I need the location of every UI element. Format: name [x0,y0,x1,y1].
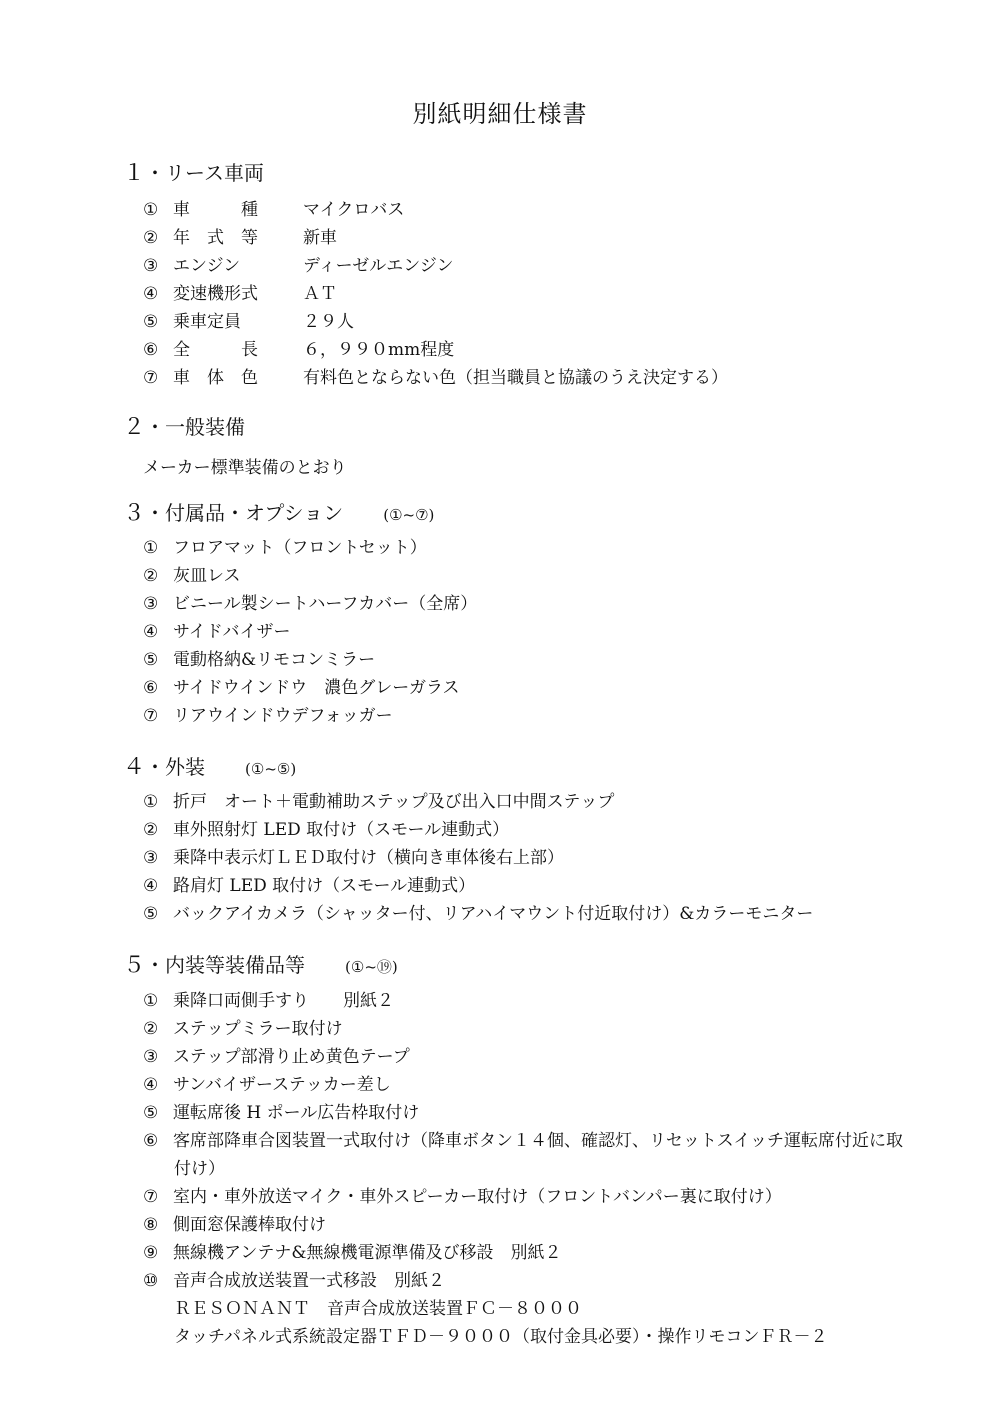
item-text: 客席部降車合図装置一式取付け（降車ボタン１４個、確認灯、リセットスイッチ運転席付近に取 [173,1131,903,1151]
item-marker: ④ [143,622,159,642]
item-text: 路肩灯 LED 取付け（スモール連動式） [173,876,476,896]
section-number: ３ [123,501,146,526]
section-title: ・内装等装備品等 [145,953,306,977]
item-range: (①~⑦) [383,506,435,524]
item-marker: ③ [143,848,159,868]
item-marker: ② [143,820,159,840]
item-text: サイドウインドウ 濃色グレーガラス [173,678,460,698]
spec-value: マイクロバス [303,200,405,220]
list-item [143,819,509,841]
item-marker: ① [143,538,159,558]
item-marker: ① [143,991,159,1011]
section-title: ・リース車両 [145,161,265,185]
list-item [143,537,427,559]
spec-value: ６，９９０mm程度 [303,340,455,360]
list-item [143,1270,445,1292]
item-marker: ③ [143,594,159,614]
item-marker: ⑥ [143,340,159,360]
list-item [143,1102,419,1124]
section-title: ・一般装備 [145,415,246,439]
list-item [143,990,394,1012]
section-text: メーカー標準装備のとおり [143,458,347,478]
spec-value: ２９人 [303,312,354,332]
list-item [143,649,375,671]
spec-label: 車 種 [173,200,258,220]
spec-label: 全 長 [173,340,258,360]
spec-label: エンジン [173,256,241,276]
spec-row [143,283,337,305]
section-heading-1 [123,156,264,187]
item-text: 乗降口両側手すり 別紙２ [173,991,394,1011]
section-number: ５ [123,953,146,978]
spec-row [143,339,454,361]
item-marker: ① [143,792,159,812]
spec-label: 車 体 色 [173,368,258,388]
section-title: ・付属品・オプション [145,501,344,525]
item-text: 音声合成放送装置一式移設 別紙２ [173,1271,445,1291]
section-heading-2 [123,410,245,441]
item-marker: ⑤ [143,1103,159,1123]
item-marker: ⑥ [143,1131,159,1151]
item-marker: ⑤ [143,904,159,924]
item-text: サイドバイザー [173,622,291,642]
section-heading-4 [123,750,296,781]
item-text: 電動格納&リモコンミラー [173,650,376,670]
section-title: ・外装 [145,755,206,779]
section-number: ２ [123,415,146,440]
list-item [143,1242,561,1264]
item-text: 無線機アンテナ&無線機電源準備及び移設 別紙２ [173,1243,562,1263]
item-marker: ④ [143,284,159,304]
item-marker: ⑤ [143,650,159,670]
item-text: ステップ部滑り止め黄色テープ [173,1047,410,1067]
item-text: ビニール製シートハーフカバー（全席） [173,594,478,614]
list-item [143,1046,410,1068]
spec-row [143,311,354,333]
item-text: リアウインドウデフォッガー [173,706,393,726]
spec-row [143,199,404,221]
list-item [143,847,564,869]
item-text: フロアマット（フロントセット） [173,538,427,558]
list-item [143,565,241,587]
list-item [143,1018,343,1040]
spec-row [143,367,728,389]
section-heading-5 [123,948,398,979]
list-item [143,1214,326,1236]
item-marker: ② [143,566,159,586]
item-text: 車外照射灯 LED 取付け（スモール連動式） [173,820,510,840]
item-marker: ⑨ [143,1243,159,1263]
document-title: 別紙明細仕様書 [412,100,588,128]
item-text: 室内・車外放送マイク・車外スピーカー取付け（フロントバンパー裏に取付け） [173,1187,782,1207]
item-range: (①~⑲) [345,958,398,976]
list-item [143,1186,782,1208]
item-marker: ⑧ [143,1215,159,1235]
list-item [143,903,813,925]
list-item [143,705,393,727]
item-marker: ② [143,1019,159,1039]
list-item [143,1074,391,1096]
item-marker: ⑦ [143,706,159,726]
list-item [143,875,475,897]
item-text: 運転席後 H ポール広告枠取付け [173,1103,420,1123]
spec-label: 年 式 等 [173,228,258,248]
item-text: 折戸 オート＋電動補助ステップ及び出入口中間ステップ [173,792,615,812]
item-range: (①~⑤) [245,760,297,778]
item-text: バックアイカメラ（シャッター付、リアハイマウント付近取付け）&カラーモニター [173,904,814,924]
list-item [143,593,477,615]
section-number: ４ [123,755,146,780]
spec-row [143,227,337,249]
item-marker: ④ [143,1075,159,1095]
section-heading-3 [123,496,434,527]
spec-value: ディーゼルエンジン [303,256,454,276]
item-text: サンバイザーステッカー差し [173,1075,391,1095]
spec-value: 有料色とならない色（担当職員と協議のうえ決定する） [303,368,728,388]
list-item [143,621,290,643]
section-number: １ [123,161,146,186]
item-marker: ⑩ [143,1271,159,1291]
list-item [143,791,614,813]
item-marker: ③ [143,1047,159,1067]
item-marker: ⑥ [143,678,159,698]
item-marker: ④ [143,876,159,896]
item-marker: ② [143,228,159,248]
spec-label: 乗車定員 [173,312,241,332]
item-sub-line: タッチパネル式系統設定器ＴＦＤ－９０００（取付金具必要）・操作リモコンＦＲ－２ [174,1327,828,1347]
list-item [143,677,459,699]
item-text: 側面窓保護棒取付け [173,1215,326,1235]
item-marker: ③ [143,256,159,276]
spec-value: ＡＴ [303,284,337,304]
item-sub-line: ＲＥＳＯＮＡＮＴ 音声合成放送装置ＦＣ－８０００ [174,1299,582,1319]
item-text: 乗降中表示灯ＬＥＤ取付け（横向き車体後右上部） [173,848,564,868]
item-text-continuation: 付け） [174,1159,225,1179]
item-text: 灰皿レス [173,566,241,586]
list-item [143,1130,903,1152]
item-marker: ⑦ [143,368,159,388]
item-marker: ① [143,200,159,220]
item-text: ステップミラー取付け [173,1019,343,1039]
spec-value: 新車 [303,228,337,248]
item-marker: ⑦ [143,1187,159,1207]
spec-label: 変速機形式 [173,284,258,304]
item-marker: ⑤ [143,312,159,332]
spec-row [143,255,453,277]
